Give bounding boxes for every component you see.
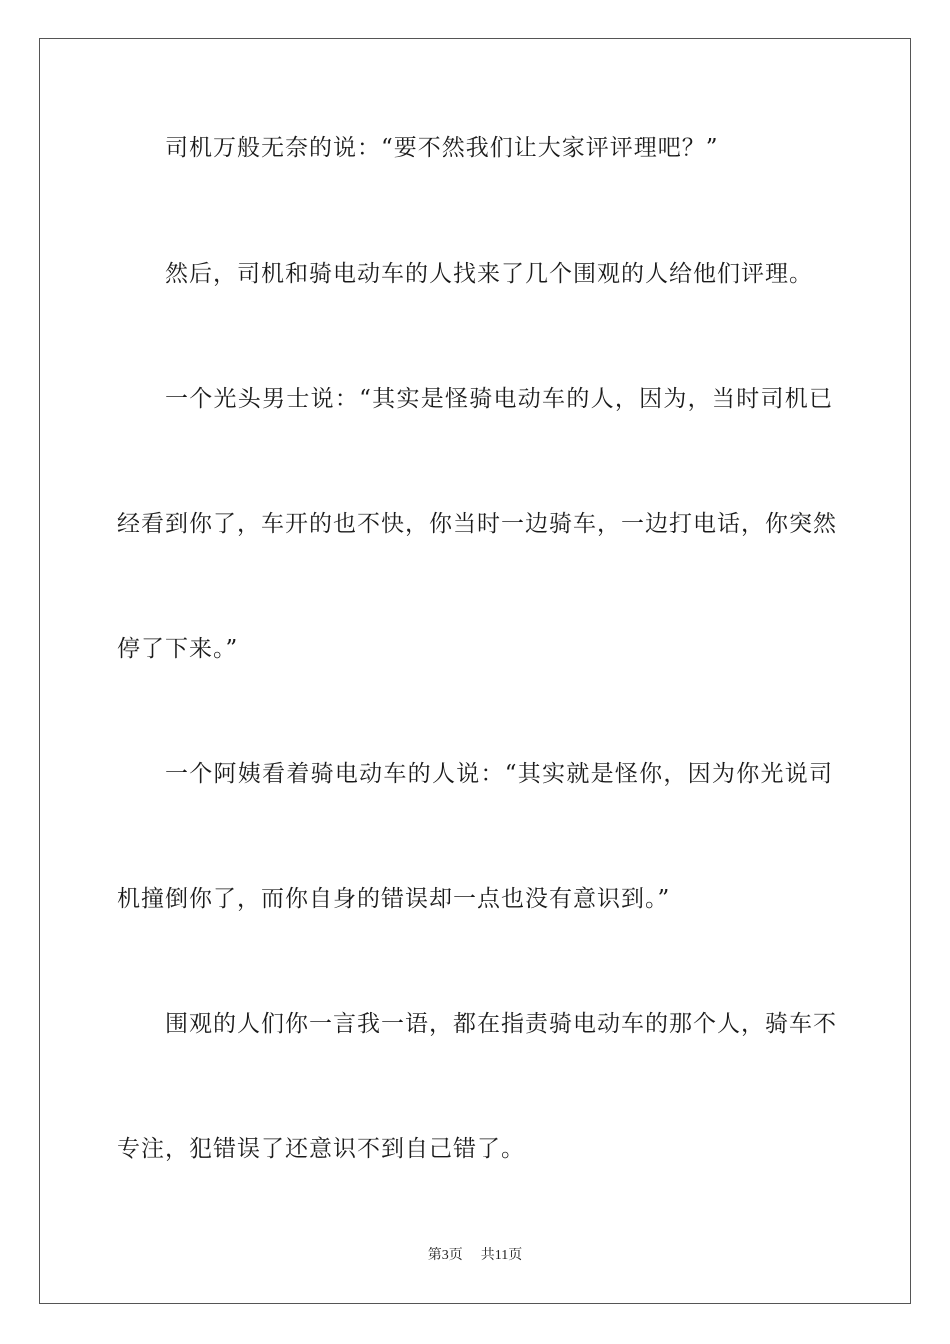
- paragraph-line-6: 一个阿姨看着骑电动车的人说：“其实就是怪你，因为你光说司: [165, 761, 833, 787]
- paragraph-line-8: 围观的人们你一言我一语，都在指责骑电动车的那个人，骑车不: [165, 1011, 837, 1037]
- page-border: [39, 38, 911, 1304]
- paragraph-line-9: 专注，犯错误了还意识不到自己错了。: [117, 1136, 525, 1162]
- paragraph-line-3: 一个光头男士说：“其实是怪骑电动车的人，因为，当时司机已: [165, 386, 833, 412]
- paragraph-line-7: 机撞倒你了，而你自身的错误却一点也没有意识到。”: [117, 886, 671, 912]
- paragraph-line-4: 经看到你了，车开的也不快，你当时一边骑车，一边打电话，你突然: [117, 511, 837, 537]
- page-footer: [0, 1246, 950, 1266]
- page-total: 共11页: [480, 1248, 523, 1263]
- page-number: 第3页: [427, 1248, 463, 1263]
- paragraph-line-5: 停了下来。”: [117, 636, 239, 662]
- paragraph-line-1: 司机万般无奈的说：“要不然我们让大家评评理吧？”: [165, 135, 719, 161]
- paragraph-line-2: 然后，司机和骑电动车的人找来了几个围观的人给他们评理。: [165, 261, 813, 287]
